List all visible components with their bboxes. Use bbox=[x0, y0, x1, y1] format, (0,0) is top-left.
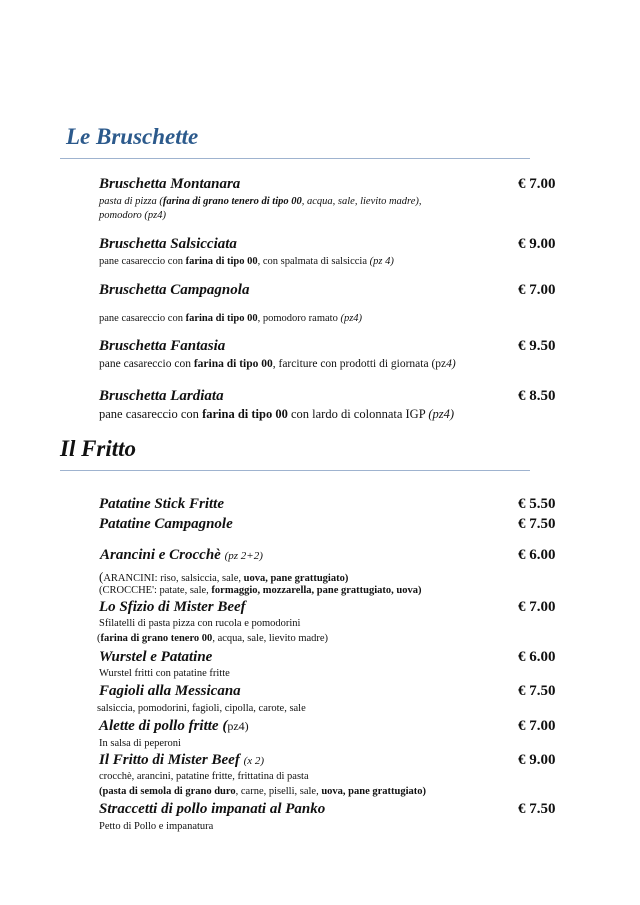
menu-item-name: Lo Sfizio di Mister Beef bbox=[99, 599, 246, 615]
menu-item-description: (CROCCHE': patate, sale, formaggio, mozzarella, pane grattugiato, uova) bbox=[99, 585, 422, 596]
menu-item-name: Bruschetta Fantasia bbox=[99, 338, 226, 354]
menu-item-description: pane casareccio con farina di tipo 00 con lardo di colonnata IGP (pz4) bbox=[99, 407, 455, 421]
menu-item-price: € 6.00 bbox=[518, 547, 556, 563]
menu-item-price: € 7.50 bbox=[518, 801, 556, 817]
menu-item-name: Bruschetta Campagnola bbox=[99, 282, 250, 298]
menu-item-name: Alette di pollo fritte (pz4) bbox=[99, 718, 249, 734]
section-divider bbox=[60, 158, 530, 159]
menu-item-price: € 6.00 bbox=[518, 649, 556, 665]
menu-item-description: salsiccia, pomodorini, fagioli, cipolla, carote, sale bbox=[97, 703, 306, 714]
menu-item-price: € 8.50 bbox=[518, 388, 556, 404]
menu-item-description: (pasta di semola di grano duro, carne, piselli, sale, uova, pane grattugiato) bbox=[99, 786, 427, 797]
menu-item-description: pane casareccio con farina di tipo 00, farciture con prodotti di giornata (pz4) bbox=[99, 358, 456, 370]
menu-item-description: pane casareccio con farina di tipo 00, pomodoro ramato (pz4) bbox=[99, 313, 363, 324]
menu-item-description: Sfilatelli di pasta pizza con rucola e pomodorini bbox=[99, 618, 301, 629]
menu-item-name: Bruschetta Lardiata bbox=[99, 388, 224, 404]
menu-item-description: Petto di Pollo e impanatura bbox=[99, 821, 214, 832]
menu-item-description: pasta di pizza (farina di grano tenero di tipo 00, acqua, sale, lievito madre), bbox=[99, 196, 422, 207]
menu-item-name: Arancini e Crocchè (pz 2+2) bbox=[100, 547, 263, 563]
menu-item-description: pane casareccio con farina di tipo 00, con spalmata di salsiccia (pz 4) bbox=[99, 256, 394, 267]
menu-item-description: crocchè, arancini, patatine fritte, frittatina di pasta bbox=[99, 771, 309, 782]
menu-item-name: Straccetti di pollo impanati al Panko bbox=[99, 801, 326, 817]
menu-item-description: pomodoro (pz4) bbox=[99, 210, 166, 221]
menu-item-price: € 7.00 bbox=[518, 282, 556, 298]
menu-item-name: Bruschetta Montanara bbox=[99, 176, 241, 192]
menu-item-name: Il Fritto di Mister Beef (x 2) bbox=[99, 752, 265, 768]
menu-item-description: (ARANCINI: riso, salsiccia, sale, uova, pane grattugiato) bbox=[99, 569, 349, 584]
menu-item-price: € 7.50 bbox=[518, 683, 556, 699]
menu-item-description: Wurstel fritti con patatine fritte bbox=[99, 668, 230, 679]
menu-item-price: € 7.00 bbox=[518, 599, 556, 615]
menu-item-description: (farina di grano tenero 00, acqua, sale, lievito madre) bbox=[97, 633, 329, 644]
menu-item-name: Fagioli alla Messicana bbox=[99, 683, 241, 699]
menu-item-price: € 7.00 bbox=[518, 718, 556, 734]
menu-item-price: € 9.50 bbox=[518, 338, 556, 354]
menu-item-name: Wurstel e Patatine bbox=[99, 649, 213, 665]
section-title-bruschette: Le Bruschette bbox=[66, 124, 199, 149]
menu-item-price: € 9.00 bbox=[518, 752, 556, 768]
section-title-fritto: Il Fritto bbox=[60, 436, 137, 461]
menu-item-name: Patatine Stick Fritte bbox=[99, 496, 225, 512]
menu-item-description: In salsa di peperoni bbox=[99, 738, 181, 749]
menu-item-price: € 9.00 bbox=[518, 236, 556, 252]
menu-item-price: € 7.00 bbox=[518, 176, 556, 192]
menu-item-name: Bruschetta Salsicciata bbox=[99, 236, 237, 252]
section-divider bbox=[60, 470, 530, 471]
menu-item-price: € 7.50 bbox=[518, 516, 556, 532]
menu-item-name: Patatine Campagnole bbox=[99, 516, 233, 532]
menu-item-price: € 5.50 bbox=[518, 496, 556, 512]
